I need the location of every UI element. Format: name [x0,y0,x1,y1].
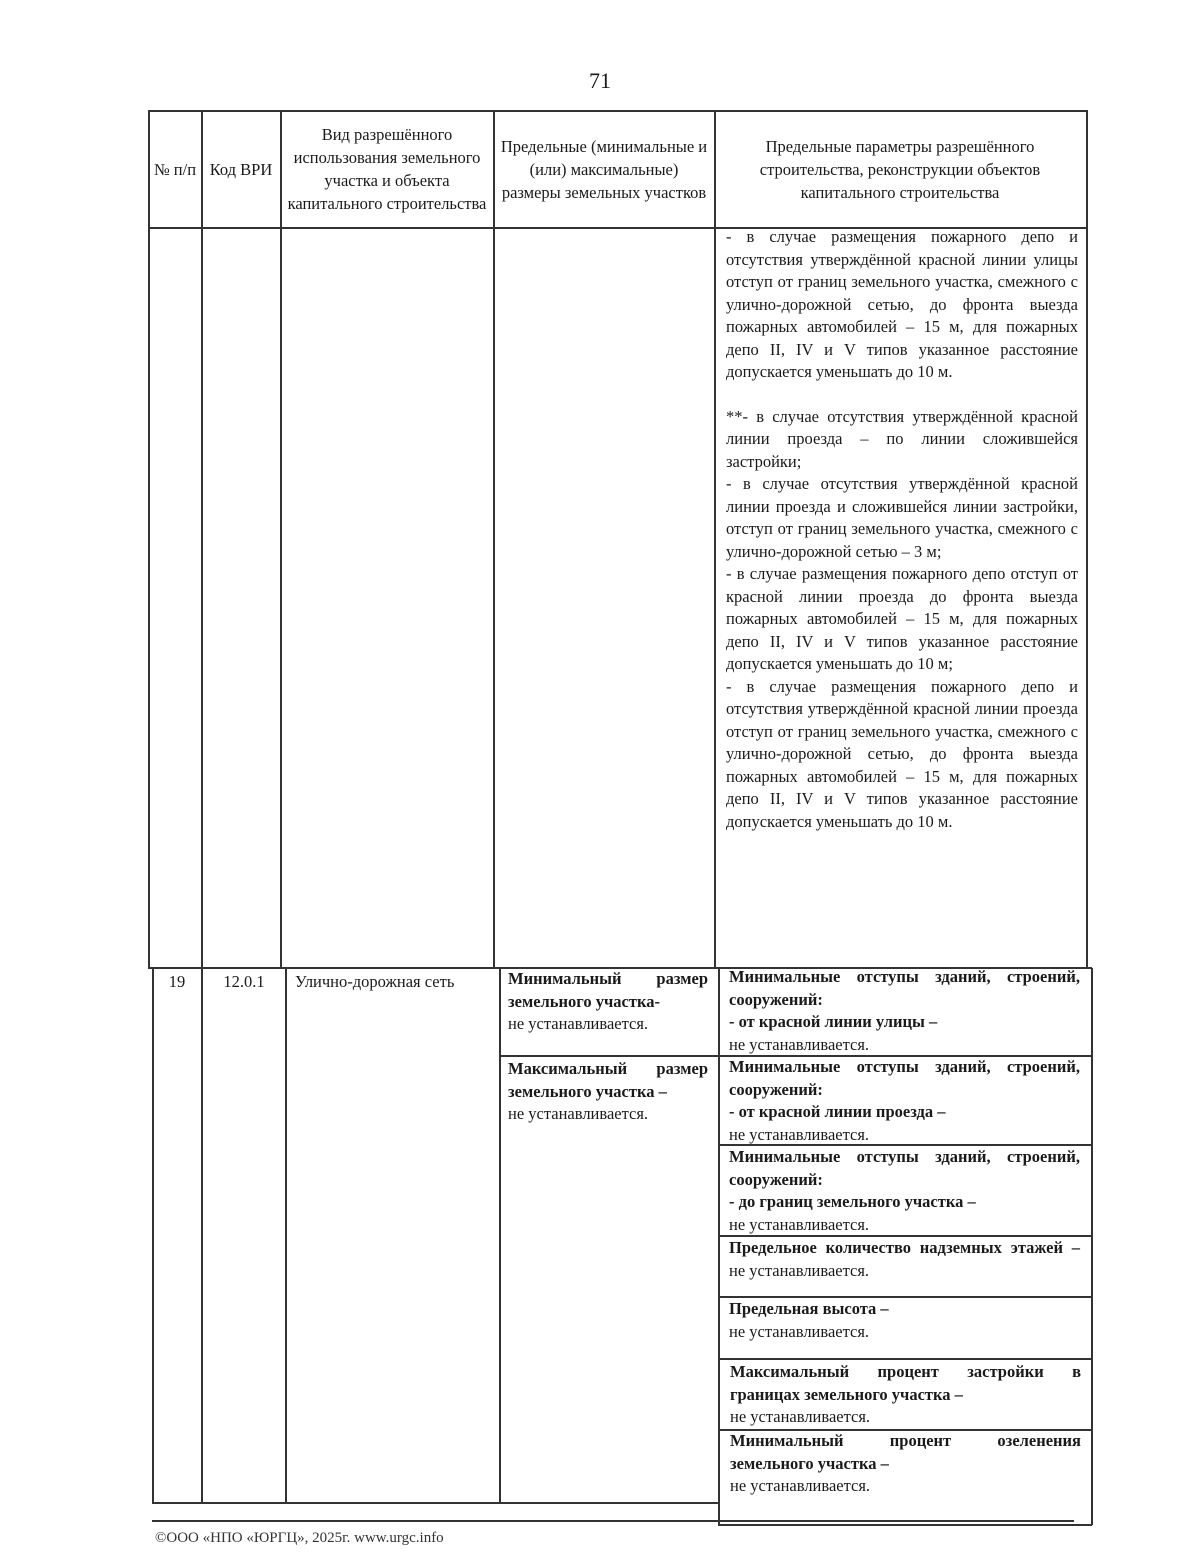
header-code: Код ВРИ [209,159,273,179]
param-max-coverage: Максимальный процент застройки в границах земельного участка – не устанавливается. [730,1362,1081,1426]
param-height: Предельная высота – не устанавливается. [729,1299,889,1341]
param-red-line-passage: Минимальные отступы зданий, строений, сооружений: - от красной линии проезда – не устанавливается. [729,1057,1080,1144]
continuation-params [726,226,1078,833]
row19-size-min [508,968,708,1036]
header-construction-params: Предельные параметры разрешённого строительства, реконструкции объектов капитального строительства [759,136,1041,202]
size-min-value: не устанавливается. [508,1014,649,1033]
footer-rule [152,1520,1074,1522]
param-min-landscaping: Минимальный процент озеленения земельного участка – не устанавливается. [730,1431,1081,1495]
header-use-type: Вид разрешённого использования земельного участка и объекта капитального строительства [287,125,487,213]
param-floors: Предельное количество надземных этажей – не устанавливается. [729,1238,1080,1280]
row19-number: 19 [168,972,186,991]
row19-code: 12.0.1 [223,972,265,991]
params-block-1: - в случае размещения пожарного депо и отсутствия утверждённой красной линии улицы отступ от границ земельного участка, смежного с улично-дорожной сетью, до фронта выезда пожарных автомобилей – 15 м, для пожарных депо II, IV и V типов указанное расстояние допускается уменьшать до 10 м. [726,227,1078,381]
footer-copyright: ©ООО «НПО «ЮРГЦ», 2025г. www.urgc.info [155,1530,444,1546]
row19-size-max [508,1058,708,1126]
params-block-4: - в случае размещения пожарного депо отступ от красной линии проезда до фронта выезда пожарных автомобилей – 15 м, для пожарных депо II, IV и V типов указанное расстояние допускается уменьшать до 10 м; [726,564,1078,673]
params-block-2: **- в случае отсутствия утверждённой красной линии проезда – по линии сложившейся застройки; [726,406,1078,471]
row19-use-type: Улично-дорожная сеть [295,972,455,991]
size-max-value: не устанавливается. [508,1104,649,1123]
param-red-line-street: Минимальные отступы зданий, строений, сооружений: - от красной линии улицы – не устанавливается. [729,967,1080,1054]
size-min-label: Минимальный размер земельного участка- [508,969,708,1011]
header-plot-sizes: Предельные (минимальные и (или) максимальные) размеры земельных участков [500,136,708,202]
params-block-5: - в случае размещения пожарного депо и отсутствия утверждённой красной линии проезда отступ от границ земельного участка, смежного с улично-дорожной сетью, до фронта выезда пожарных автомобилей – 15 м, для пожарных депо II, IV и V типов указанное расстояние допускается уменьшать до 10 м. [726,676,1078,831]
param-plot-boundary: Минимальные отступы зданий, строений, сооружений: - до границ земельного участка – не устанавливается. [729,1147,1080,1234]
header-number: № п/п [153,159,197,179]
page-number: 71 [589,68,611,93]
size-max-label: Максимальный размер земельного участка – [508,1059,708,1101]
params-block-3: - в случае отсутствия утверждённой красной линии проезда и сложившейся линии застройки, отступ от границ земельного участка, смежного с улично-дорожной сетью – 3 м; [726,474,1078,561]
